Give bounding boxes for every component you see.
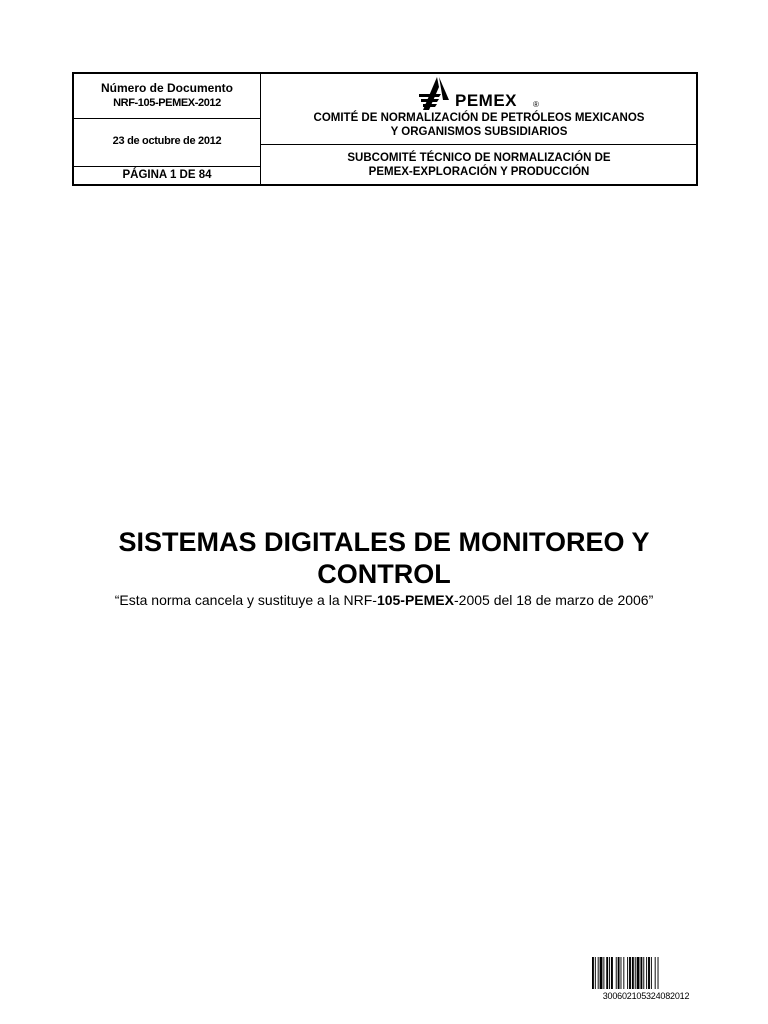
pemex-logo: [415, 76, 555, 112]
page-indicator: PÁGINA 1 DE 84: [122, 169, 212, 181]
note-part-1: “Esta norma cancela y sustituye a la NRF-: [114, 592, 377, 608]
title-line-2: CONTROL: [317, 559, 451, 589]
document-number: NRF-105-PEMEX-2012: [113, 97, 221, 109]
pemex-logo-text: PEMEX: [455, 91, 518, 110]
subcommittee-line-2: PEMEX-EXPLORACIÓN Y PRODUCCIÓN: [368, 166, 590, 178]
registered-mark: ®: [533, 100, 539, 109]
barcode-number: 30060210532408201​2: [602, 991, 690, 1001]
subcommittee-cell: [260, 145, 698, 186]
note-part-2: 105-PEMEX: [376, 592, 454, 608]
title-line-1: SISTEMAS DIGITALES DE MONITOREO Y: [118, 527, 650, 557]
document-number-cell: [74, 74, 260, 118]
cancellation-note: [0, 591, 768, 609]
document-title: [0, 526, 768, 590]
document-number-label: Número de Documento: [100, 81, 233, 95]
pemex-eagle-icon: [415, 76, 455, 112]
subcommittee-line-1: SUBCOMITÉ TÉCNICO DE NORMALIZACIÓN DE: [347, 152, 611, 164]
document-date: 23 de octubre de 2012: [112, 135, 222, 147]
committee-line-1: COMITÉ DE NORMALIZACIÓN DE PETRÓLEOS MEXICANOS: [313, 112, 645, 124]
committee-cell: [260, 74, 698, 144]
document-header-table: [72, 72, 698, 186]
barcode: [592, 957, 700, 989]
committee-name: [260, 111, 698, 139]
committee-line-2: Y ORGANISMOS SUBSIDIARIOS: [390, 126, 568, 138]
note-part-3: -2005 del 18 de marzo de 2006”: [454, 592, 654, 608]
